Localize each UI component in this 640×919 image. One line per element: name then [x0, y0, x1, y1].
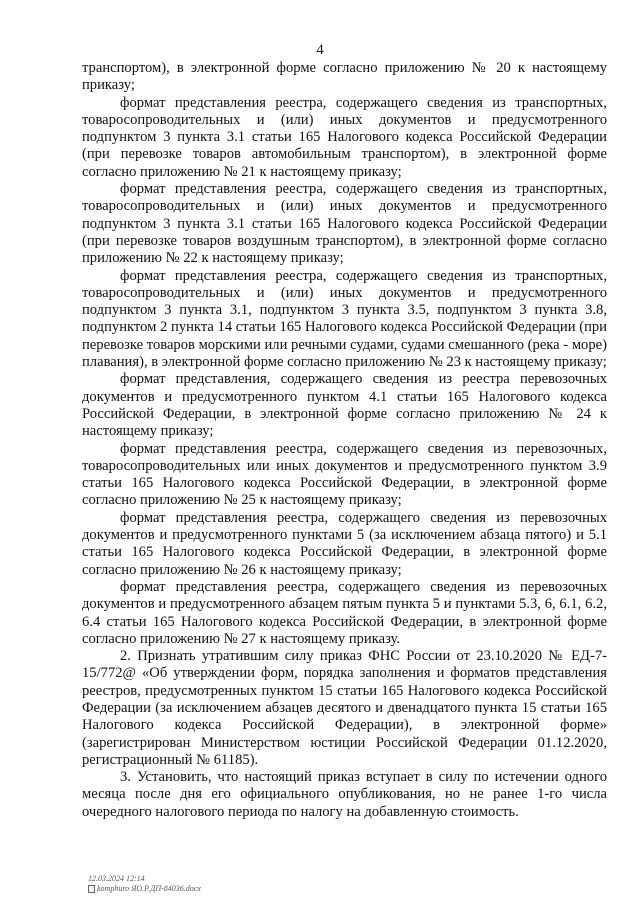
- paragraph: формат представления реестра, содержащего сведения из транспортных, товаросопроводительных и (или) иных документов и предусмотренного подпунктом 3 пункта 3.1 статьи 165 Налогового кодекса Российской Федерации (при перевозке товаров автомобильным транспортом), в электронной форме согласно приложению № 21 к настоящему приказу;: [82, 94, 607, 180]
- document-icon: [88, 885, 95, 893]
- paragraph: транспортом), в электронной форме согласно приложению № 20 к настоящему приказу;: [82, 60, 607, 94]
- footer-file: [88, 884, 201, 894]
- paragraph: формат представления реестра, содержащего сведения из транспортных, товаросопроводительных и (или) иных документов и предусмотренного подпунктом 3 пункта 3.1 статьи 165 Налогового кодекса Российской Федерации (при перевозке товаров воздушным транспортом), в электронной форме согласно приложению № 22 к настоящему приказу;: [82, 181, 607, 267]
- document-footer: [88, 874, 201, 894]
- footer-timestamp: 12.03.2024 12:14: [88, 874, 145, 883]
- paragraph: формат представления реестра, содержащего сведения из перевозочных документов и предусмотренного абзацем пятым пункта 5 и пунктами 5.3, 6, 6.1, 6.2, 6.4 статьи 165 Налогового кодекса Российской Федерации, в электронной форме согласно приложению № 27 к настоящему приказу.: [82, 578, 607, 647]
- paragraph: 2. Признать утратившим силу приказ ФНС России от 23.10.2020 № ЕД-7-15/772@ «Об утверждении форм, порядка заполнения и форматов представления реестров, предусмотренных пунктом 15 статьи 165 Налогового кодекса Российской Федерации (за исключением абзацев десятого и двенадцатого пункта 15 статьи 165 Налогового кодекса Российской Федерации), в электронной форме» (зарегистрирован Министерством юстиции Российской Федерации 01.12.2020, регистрационный № 61185).: [82, 648, 607, 768]
- footer-filename: komphuro ЯО.Р.ДП-84036.docx: [97, 884, 201, 893]
- paragraph: формат представления реестра, содержащего сведения из перевозочных документов и предусмотренного пунктами 5 (за исключением абзаца пятого) и 5.1 статьи 165 Налогового кодекса Российской Федерации, в электронной форме согласно приложению № 26 к настоящему приказу;: [82, 509, 607, 578]
- page-number: 4: [316, 42, 324, 58]
- paragraph: 3. Установить, что настоящий приказ вступает в силу по истечении одного месяца после дня его официального опубликования, но не ранее 1-го числа очередного налогового периода по налогу на добавленную стоимость.: [82, 769, 607, 820]
- paragraph: формат представления, содержащего сведения из реестра перевозочных документов и предусмотренного пунктом 4.1 статьи 165 Налогового кодекса Российской Федерации, в электронной форме согласно приложению № 24 к настоящему приказу;: [82, 371, 607, 440]
- paragraph: формат представления реестра, содержащего сведения из транспортных, товаросопроводительных и (или) иных документов и предусмотренного подпунктом 3 пункта 3.1, подпунктом 3 пункта 3.5, подпунктом 3 пункта 3.8, подпунктом 2 пункта 14 статьи 165 Налогового кодекса Российской Федерации (при перевозке товаров морскими или речными судами, судами смешанного (река - море) плавания), в электронной форме согласно приложению № 23 к настоящему приказу;: [82, 267, 607, 371]
- paragraph: формат представления реестра, содержащего сведения из перевозочных, товаросопроводительных или иных документов и предусмотренного пунктом 3.9 статьи 165 Налогового кодекса Российской Федерации, в электронной форме согласно приложению № 25 к настоящему приказу;: [82, 440, 607, 509]
- document-body: [82, 60, 607, 821]
